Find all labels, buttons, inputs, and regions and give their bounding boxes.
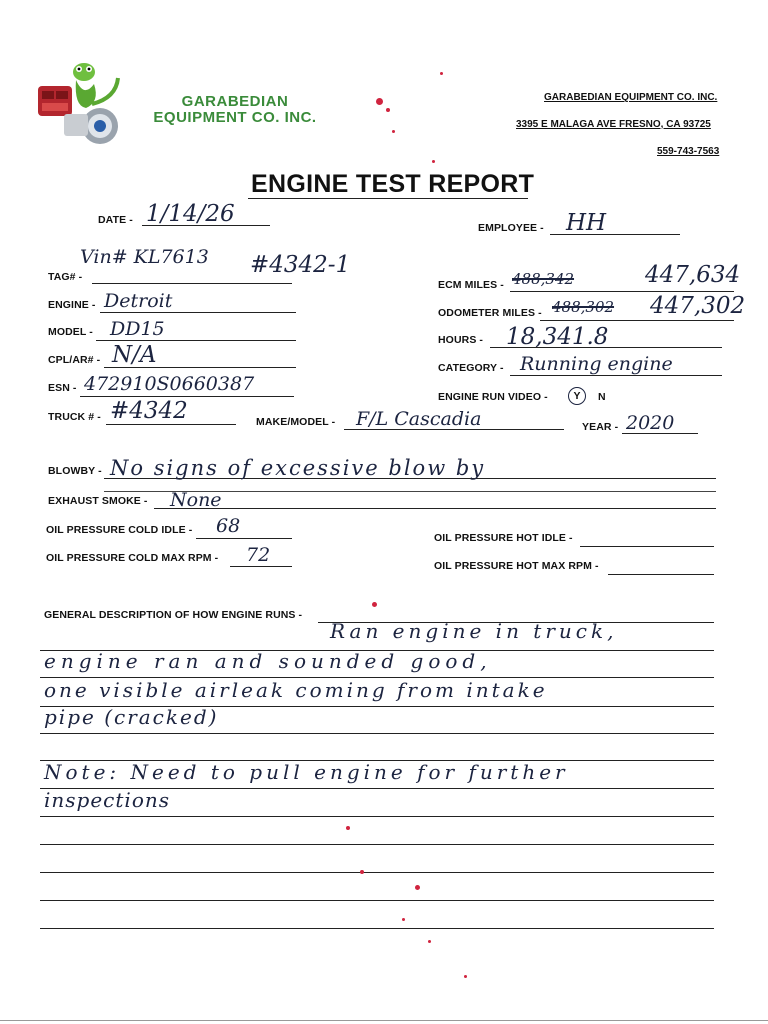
page-title: ENGINE TEST REPORT <box>251 170 535 198</box>
engine-label: ENGINE - <box>48 299 96 311</box>
rule-line-4 <box>40 733 714 734</box>
oil-hot-max-label: OIL PRESSURE HOT MAX RPM - <box>434 560 599 572</box>
rule-line-8 <box>40 844 714 845</box>
cpl-label: CPL/AR# - <box>48 354 101 366</box>
year-label: YEAR - <box>582 421 619 433</box>
video-yes-option <box>568 387 586 405</box>
oil-hot-max-line <box>608 574 714 575</box>
page-bottom-border <box>0 1020 768 1021</box>
exhaust-smoke-value: None <box>170 489 222 511</box>
oil-cold-idle-label: OIL PRESSURE COLD IDLE - <box>46 524 193 536</box>
cpl-value: N/A <box>112 342 157 368</box>
tag-value: #4342-1 <box>250 252 351 278</box>
category-line <box>510 375 722 376</box>
company-name: GARABEDIAN EQUIPMENT CO. INC. <box>544 92 718 103</box>
model-value: DD15 <box>110 318 165 340</box>
oil-hot-idle-line <box>580 546 714 547</box>
company-logo <box>34 58 134 150</box>
description-line-7: inspections <box>44 788 170 812</box>
category-label: CATEGORY - <box>438 362 504 374</box>
red-stain <box>432 160 435 163</box>
red-stain <box>402 918 405 921</box>
red-stain <box>386 108 390 112</box>
gecko-engine-logo-icon <box>34 58 134 150</box>
red-stain <box>376 98 383 105</box>
red-stain <box>346 826 350 830</box>
oil-cold-idle-line <box>196 538 292 539</box>
tag-line <box>92 283 292 284</box>
oil-hot-idle-label: OIL PRESSURE HOT IDLE - <box>434 532 573 544</box>
hours-value: 18,341.8 <box>506 324 609 350</box>
date-label: DATE - <box>98 214 133 226</box>
date-value: 1/14/26 <box>146 201 235 227</box>
oil-cold-max-label: OIL PRESSURE COLD MAX RPM - <box>46 552 219 564</box>
logo-company-name <box>135 94 335 126</box>
description-line-2: engine ran and sounded good, <box>44 649 492 673</box>
logo-line-1: GARABEDIAN <box>181 93 289 110</box>
esn-label: ESN - <box>48 382 77 394</box>
rule-line-11 <box>40 928 714 929</box>
red-stain <box>415 885 420 890</box>
ecm-miles-line <box>510 291 734 292</box>
description-line-1: Ran engine in truck, <box>330 619 618 643</box>
company-address: 3395 E MALAGA AVE FRESNO, CA 93725 <box>516 119 711 130</box>
engine-line <box>100 312 296 313</box>
red-stain <box>360 870 364 874</box>
ecm-miles-crossed-value: 488,342 <box>512 270 575 288</box>
year-value: 2020 <box>626 412 675 434</box>
title-underline <box>248 198 528 199</box>
oil-cold-max-value: 72 <box>246 544 271 566</box>
vin-value: Vin# KL7613 <box>80 246 209 268</box>
model-line <box>96 340 296 341</box>
blowby-value: No signs of excessive blow by <box>110 456 486 480</box>
company-phone: 559-743-7563 <box>657 146 720 157</box>
truck-line <box>106 424 236 425</box>
tag-label: TAG# - <box>48 271 83 283</box>
logo-line-2: EQUIPMENT CO. INC. <box>153 109 317 126</box>
oil-cold-max-line <box>230 566 292 567</box>
hours-label: HOURS - <box>438 334 484 346</box>
truck-label: TRUCK # - <box>48 411 101 423</box>
red-stain <box>372 602 377 607</box>
ecm-miles-value: 447,634 <box>645 262 741 288</box>
red-stain <box>440 72 443 75</box>
odometer-line <box>540 320 734 321</box>
rule-line-10 <box>40 900 714 901</box>
exhaust-smoke-label: EXHAUST SMOKE - <box>48 495 148 507</box>
general-description-label: GENERAL DESCRIPTION OF HOW ENGINE RUNS - <box>44 609 303 621</box>
description-line-6: Note: Need to pull engine for further <box>44 760 569 784</box>
rule-line-7 <box>40 816 714 817</box>
odometer-value: 447,302 <box>650 293 746 319</box>
odometer-label: ODOMETER MILES - <box>438 307 542 319</box>
description-line-3: one visible airleak coming from intake <box>44 678 548 702</box>
red-stain <box>428 940 431 943</box>
video-no-option: N <box>598 391 606 403</box>
blowby-label: BLOWBY - <box>48 465 102 477</box>
category-value: Running engine <box>520 353 673 375</box>
rule-line-9 <box>40 872 714 873</box>
video-yes-text: Y <box>573 390 581 402</box>
ecm-miles-label: ECM MILES - <box>438 279 504 291</box>
employee-value: HH <box>566 210 607 236</box>
truck-value: #4342 <box>110 398 188 424</box>
description-line-4: pipe (cracked) <box>44 705 219 729</box>
red-stain <box>464 975 467 978</box>
exhaust-smoke-line <box>154 508 716 509</box>
engine-run-video-label: ENGINE RUN VIDEO - <box>438 391 548 403</box>
make-model-label: MAKE/MODEL - <box>256 416 336 428</box>
red-stain <box>392 130 395 133</box>
employee-label: EMPLOYEE - <box>478 222 544 234</box>
engine-value: Detroit <box>104 290 173 312</box>
oil-cold-idle-value: 68 <box>216 515 241 537</box>
esn-value: 472910S0660387 <box>84 373 255 395</box>
odometer-crossed-value: 488,302 <box>552 298 615 316</box>
model-label: MODEL - <box>48 326 93 338</box>
make-model-value: F/L Cascadia <box>356 408 482 430</box>
esn-line <box>80 396 294 397</box>
